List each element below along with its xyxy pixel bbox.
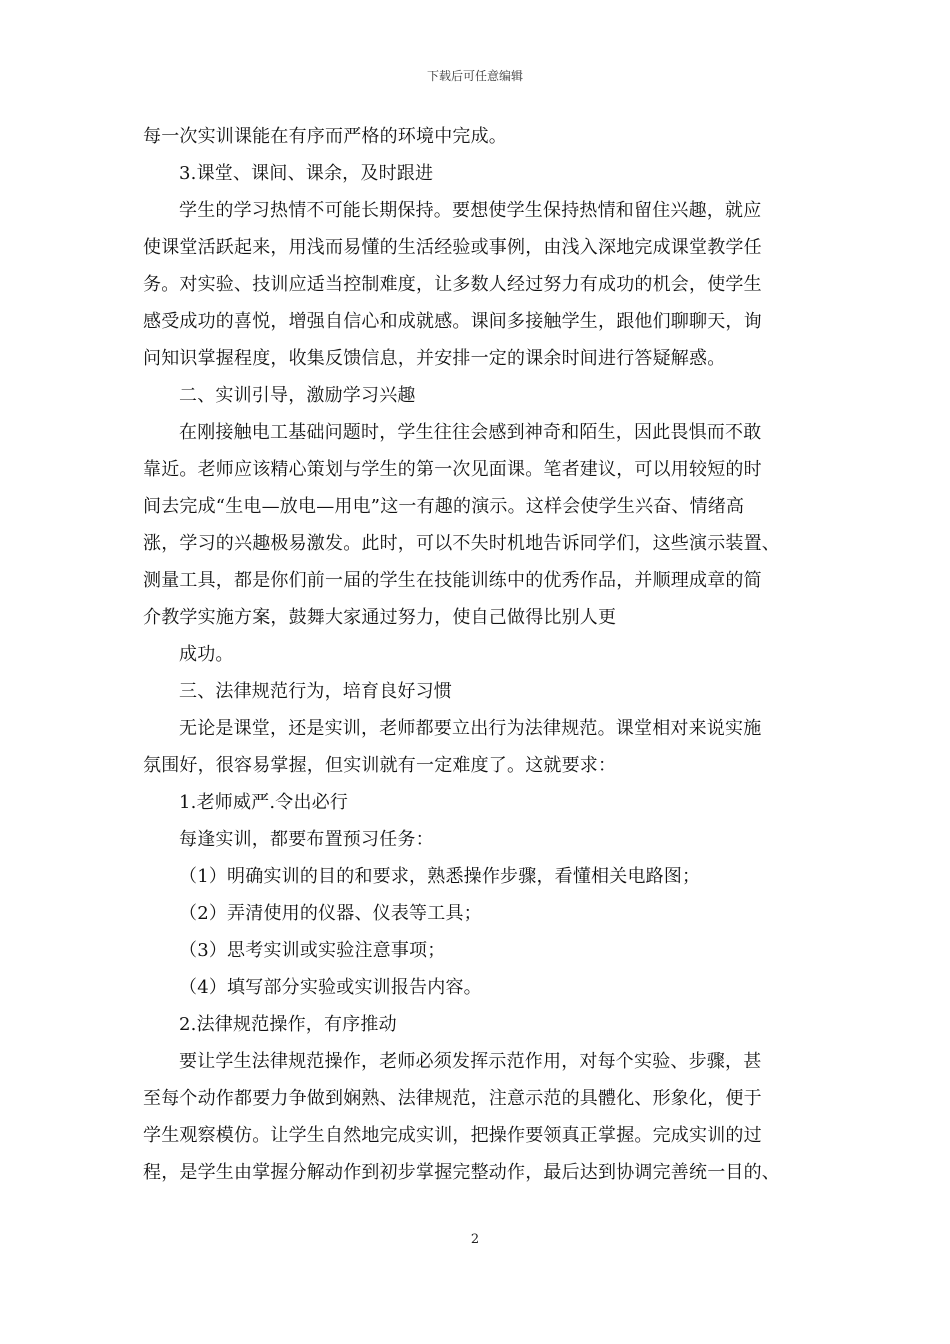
page-header: 下载后可任意编辑 xyxy=(426,69,523,83)
list-item: （3）思考实训或实验注意事项； xyxy=(179,940,446,961)
document-body xyxy=(143,118,813,1191)
body-line: 在刚接触电工基础问题时，学生往往会感到神奇和陌生，因此畏惧而不敢 xyxy=(179,422,762,443)
body-line: 程，是学生由掌握分解动作到初步掌握完整动作，最后达到协调完善统一目的、 xyxy=(143,1162,780,1183)
body-line: 务。对实验、技训应适当控制难度，让多数人经过努力有成功的机会，使学生 xyxy=(143,274,762,295)
body-line: 问知识掌握程度，收集反馈信息，并安排一定的课余时间进行答疑解惑。 xyxy=(143,348,726,369)
body-line: 学生的学习热情不可能长期保持。要想使学生保持热情和留住兴趣，就应 xyxy=(179,200,762,221)
section-heading: 3.课堂、课间、课余，及时跟进 xyxy=(179,163,434,184)
body-line: 氛围好，很容易掌握，但实训就有一定难度了。这就要求： xyxy=(143,755,617,776)
section-heading: 2.法律规范操作，有序推动 xyxy=(179,1014,397,1035)
body-line: 介教学实施方案，鼓舞大家通过努力，使自己做得比别人更 xyxy=(143,607,617,628)
body-line: 涨，学习的兴趣极易激发。此时，可以不失时机地告诉同学们，这些演示装置、 xyxy=(143,533,780,554)
body-line: 学生观察模仿。让学生自然地完成实训，把操作要领真正掌握。完成实训的过 xyxy=(143,1125,762,1146)
body-line: 每逢实训，都要布置预习任务： xyxy=(179,829,434,850)
body-line: 使课堂活跃起来，用浅而易懂的生活经验或事例，由浅入深地完成课堂教学任 xyxy=(143,237,762,258)
body-line: 感受成功的喜悦，增强自信心和成就感。课间多接触学生，跟他们聊聊天，询 xyxy=(143,311,762,332)
section-heading: 1.老师威严.令出必行 xyxy=(179,792,349,813)
body-line: 靠近。老师应该精心策划与学生的第一次见面课。笔者建议，可以用较短的时 xyxy=(143,459,762,480)
body-line: 至每个动作都要力争做到娴熟、法律规范，注意示范的具體化、形象化，便于 xyxy=(143,1088,762,1109)
body-line: 测量工具，都是你们前一届的学生在技能训练中的优秀作品，并顺理成章的简 xyxy=(143,570,762,591)
body-line: 无论是课堂，还是实训，老师都要立出行为法律规范。课堂相对来说实施 xyxy=(179,718,762,739)
body-line: 间去完成“生电—放电—用电”这一有趣的演示。这样会使学生兴奋、情绪高 xyxy=(143,496,745,517)
page-number: 2 xyxy=(470,1232,480,1247)
list-item: （1）明确实训的目的和要求，熟悉操作步骤，看懂相关电路图； xyxy=(179,866,701,887)
body-line: 要让学生法律规范操作，老师必须发挥示范作用，对每个实验、步骤，甚 xyxy=(179,1051,762,1072)
section-heading: 二、实训引导，激励学习兴趣 xyxy=(179,385,416,406)
list-item: （2）弄清使用的仪器、仪表等工具； xyxy=(179,903,482,924)
section-heading: 三、法律规范行为，培育良好习惯 xyxy=(179,681,452,702)
body-line: 每一次实训课能在有序而严格的环境中完成。 xyxy=(143,126,507,147)
body-line: 成功。 xyxy=(179,644,234,665)
list-item: （4）填写部分实验或实训报告内容。 xyxy=(179,977,482,998)
